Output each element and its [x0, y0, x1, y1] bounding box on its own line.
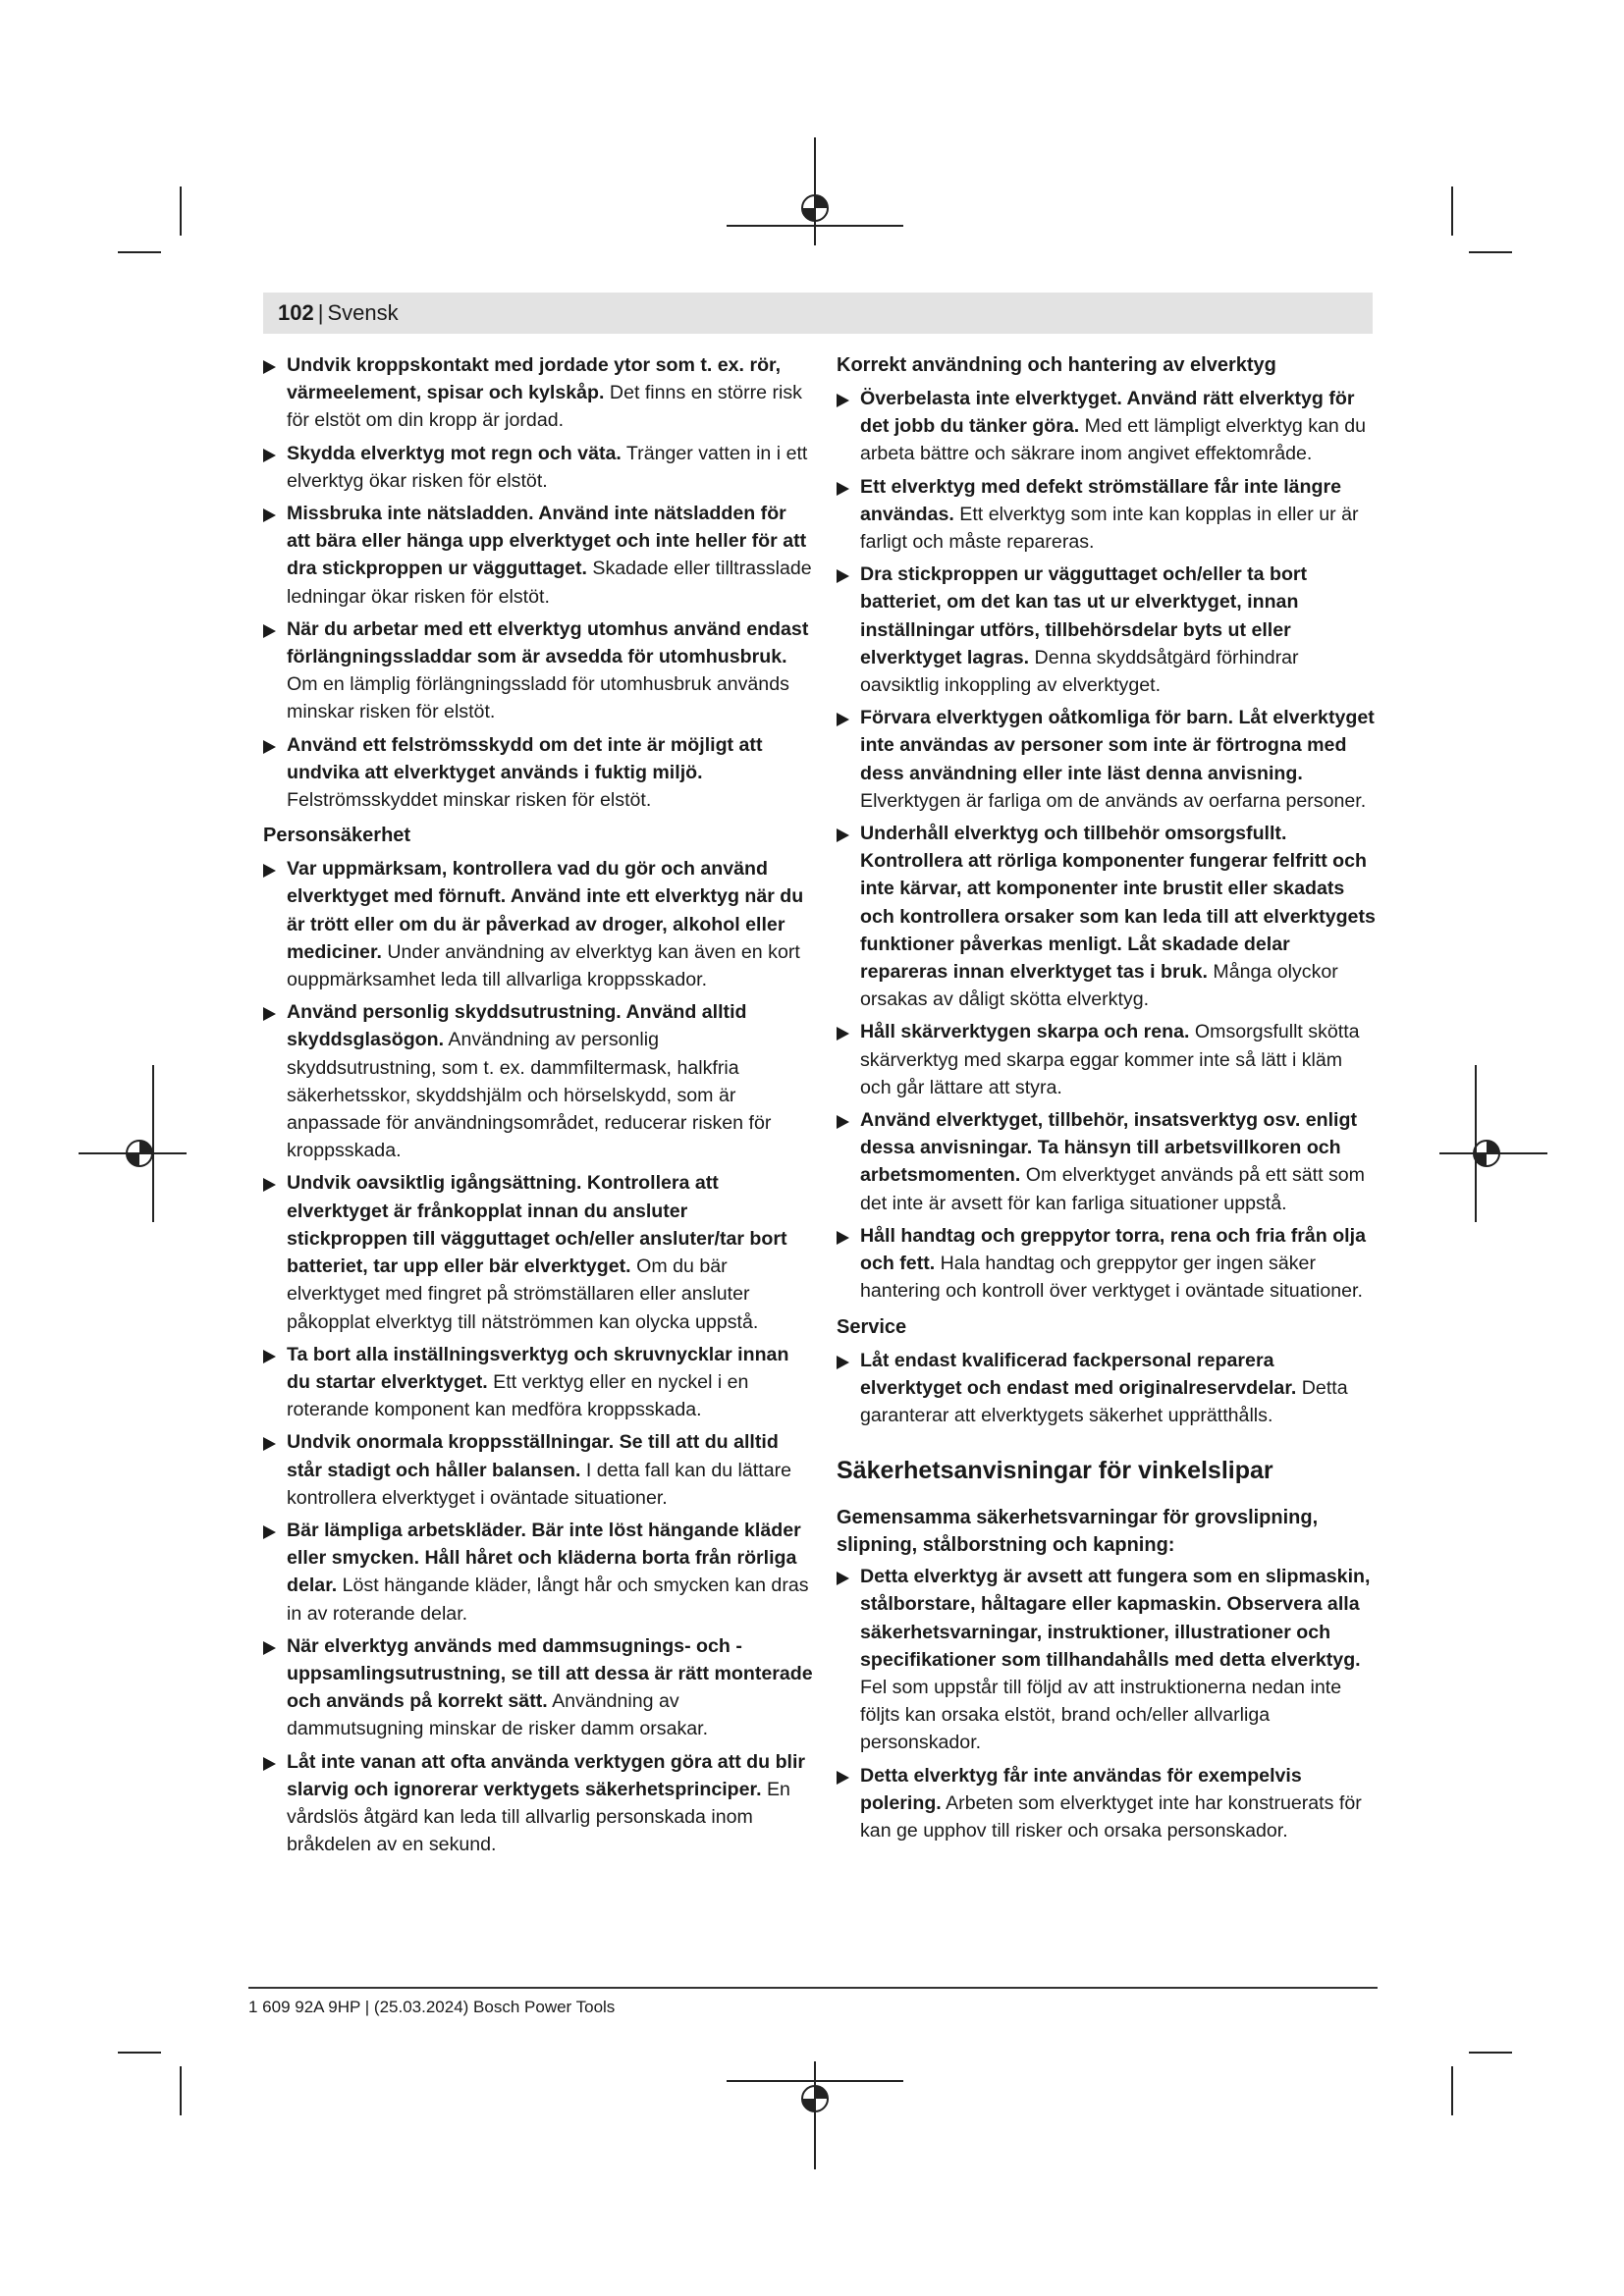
list-item-text: Under användning av elverktyg kan även en kort ouppmärksamhet leda till allvarliga kroppsskador.	[287, 940, 800, 991]
list-item-text: Ett elverktyg som inte kan kopplas in eller ur är farligt och måste repareras.	[860, 503, 1359, 554]
list-item-text: Tränger vatten in i ett elverktyg ökar risken för elstöt.	[287, 442, 808, 492]
list-item	[263, 1341, 813, 1424]
list-item-bold-text: Undvik onormala kroppsställningar. Se till att du alltid står stadigt och håller balansen.	[287, 1431, 779, 1481]
list-item-bold-text: Undvik oavsiktlig igångsättning. Kontrollera att elverktyget är frånkopplat innan du ansluter stickproppen till vägguttaget och/eller ansluter/tar bort batteriet, tar upp eller bär elverktyget.	[287, 1172, 787, 1278]
crop-mark	[180, 2066, 182, 2115]
header-language: Svensk	[327, 300, 399, 325]
list-item-text: Om du bär elverktyget med fingret på strömställaren eller ansluter påkopplat elverktyg till nätströmmen kan olycka uppstå.	[287, 1255, 759, 1333]
section-heading-tool-usage: Korrekt användning och hantering av elverktyg	[837, 354, 1276, 376]
list-item	[263, 1428, 813, 1512]
list-item-bold-text: Detta elverktyg är avsett att fungera som en slipmaskin, stålborstare, håltagare eller kapmaskin. Observera alla säkerhetsvarningar, instruktioner, illustrationer och specifikationer som tillhandahålls med detta elverktyg.	[860, 1566, 1371, 1671]
registration-mark-icon	[727, 137, 903, 245]
crop-mark	[118, 251, 161, 253]
bullet-triangle-icon	[263, 1350, 276, 1363]
subheading-common-warnings: Gemensamma säkerhetsvarningar för grovslipning, slipning, stålborstning och kapning:	[837, 1507, 1319, 1557]
list-item-text: Med ett lämpligt elverktyg kan du arbeta bättre och säkrare inom angivet effektområde.	[860, 415, 1367, 465]
bullet-triangle-icon	[837, 713, 849, 726]
list-electrical-safety	[263, 351, 813, 814]
list-item-bold-text: Ta bort alla inställningsverktyg och skruvnycklar innan du startar elverktyget.	[287, 1343, 789, 1393]
list-item-bold-text: Skydda elverktyg mot regn och väta.	[287, 442, 622, 464]
bullet-triangle-icon	[837, 394, 849, 407]
list-item-text: Om elverktyget används på ett sätt som det inte är avsett för kan farliga situationer uppstå.	[860, 1164, 1365, 1214]
list-item	[837, 1563, 1379, 1756]
list-item-bold-text: Detta elverktyg får inte användas för exempelvis polering.	[860, 1764, 1302, 1814]
list-item	[263, 855, 813, 993]
bullet-triangle-icon	[837, 1115, 849, 1129]
bullet-triangle-icon	[263, 1525, 276, 1539]
list-item	[263, 1517, 813, 1628]
bullet-triangle-icon	[837, 482, 849, 496]
list-item-text: Detta garanterar att elverktygets säkerhet upprätthålls.	[860, 1376, 1348, 1426]
list-item	[837, 1018, 1379, 1101]
bullet-triangle-icon	[263, 508, 276, 522]
list-tool-usage	[837, 385, 1379, 1306]
bullet-triangle-icon	[263, 864, 276, 878]
list-item-bold-text: Missbruka inte nätsladden. Använd inte nätsladden för att bära eller hänga upp elverktyget och inte heller för att dra stickproppen ur vägguttaget.	[287, 503, 807, 580]
list-item-bold-text: Förvara elverktygen oåtkomliga för barn. Låt elverktyget inte användas av personer som inte är förtrogna med dess användning eller inte läst denna anvisning.	[860, 707, 1375, 784]
list-item-text: Om en lämplig förlängningssladd för utomhusbruk används minskar risken för elstöt.	[287, 673, 789, 723]
bullet-triangle-icon	[263, 1757, 276, 1771]
registration-mark-icon	[79, 1099, 187, 1207]
crop-mark	[1451, 2066, 1453, 2115]
list-item-bold-text: Undvik kroppskontakt med jordade ytor som t. ex. rör, värmeelement, spisar och kylskåp.	[287, 354, 782, 404]
list-item-bold-text: Överbelasta inte elverktyget. Använd rätt elverktyg för det jobb du tänker göra.	[860, 388, 1355, 438]
bullet-triangle-icon	[263, 740, 276, 754]
list-item	[837, 1222, 1379, 1306]
right-column	[837, 351, 1379, 1849]
list-item	[837, 473, 1379, 557]
list-item-text: Löst hängande kläder, långt hår och smycken kan dras in av roterande delar.	[287, 1575, 809, 1625]
crop-mark	[118, 2052, 161, 2054]
section-heading-service: Service	[837, 1315, 907, 1338]
bullet-triangle-icon	[263, 1178, 276, 1192]
page-header-text	[278, 300, 399, 326]
bullet-triangle-icon	[837, 1231, 849, 1245]
list-item-text: Fel som uppstår till följd av att instruktionerna nedan inte följts kan orsaka elstöt, brand och/eller allvarliga personskador.	[860, 1676, 1342, 1754]
bullet-triangle-icon	[837, 828, 849, 842]
list-item-bold-text: Håll skärverktygen skarpa och rena.	[860, 1021, 1190, 1043]
page-footer: 1 609 92A 9HP | (25.03.2024) Bosch Power Tools	[248, 1998, 616, 2016]
list-item	[263, 440, 813, 495]
bullet-triangle-icon	[837, 1771, 849, 1785]
bullet-triangle-icon	[837, 569, 849, 583]
list-common-warnings	[837, 1563, 1379, 1844]
bullet-triangle-icon	[263, 449, 276, 462]
bullet-triangle-icon	[837, 1572, 849, 1585]
list-item-bold-text: Ett elverktyg med defekt strömställare får inte längre användas.	[860, 475, 1342, 525]
header-separator: |	[317, 300, 324, 325]
list-item-text: Felströmsskyddet minskar risken för elstöt.	[287, 789, 652, 812]
registration-mark-icon	[727, 2061, 903, 2169]
heading-angle-grinder-safety: Säkerhetsanvisningar för vinkelslipar	[837, 1457, 1273, 1485]
list-item-bold-text: Låt endast kvalificerad fackpersonal reparera elverktyget och endast med originalreservdelar.	[860, 1349, 1297, 1399]
list-service	[837, 1347, 1379, 1430]
list-item	[837, 1106, 1379, 1217]
list-item	[263, 731, 813, 815]
list-item-bold-text: Bär lämpliga arbetskläder. Bär inte löst hängande kläder eller smycken. Håll håret och kläderna borta från rörliga delar.	[287, 1519, 801, 1597]
list-item	[837, 385, 1379, 468]
bullet-triangle-icon	[263, 1007, 276, 1021]
list-item-bold-text: Dra stickproppen ur vägguttaget och/eller ta bort batteriet, om det kan tas ut ur elverktyget, innan inställningar utförs, tillbehörsdelar byts ut eller elverktyget lagras.	[860, 563, 1308, 668]
crop-mark	[180, 187, 182, 236]
list-item-text: En vårdslös åtgärd kan leda till allvarlig personskada inom bråkdelen av en sekund.	[287, 1778, 790, 1856]
list-item	[837, 704, 1379, 815]
list-item-text: Det finns en större risk för elstöt om din kropp är jordad.	[287, 382, 802, 432]
section-heading-personal-safety: Personsäkerhet	[263, 825, 411, 847]
bullet-triangle-icon	[837, 1356, 849, 1369]
page-number: 102	[278, 300, 314, 325]
list-item	[263, 500, 813, 611]
list-item-text: Ett verktyg eller en nyckel i en roterande komponent kan medföra kroppsskada.	[287, 1370, 749, 1421]
bullet-triangle-icon	[263, 1437, 276, 1451]
list-item-bold-text: När du arbetar med ett elverktyg utomhus använd endast förlängningssladdar som är avsedda för utomhusbruk.	[287, 617, 809, 668]
list-item	[263, 998, 813, 1164]
bullet-triangle-icon	[263, 1641, 276, 1655]
list-item-bold-text: Var uppmärksam, kontrollera vad du gör och använd elverktyget med förnuft. Använd inte ett elverktyg när du är trött eller om du är påverkad av droger, alkohol eller mediciner.	[287, 858, 804, 963]
list-item-bold-text: Håll handtag och greppytor torra, rena och fria från olja och fett.	[860, 1224, 1366, 1275]
list-item-bold-text: När elverktyg används med dammsugnings- och -uppsamlingsutrustning, se till att dessa är rätt monterade och används på korrekt sätt.	[287, 1634, 813, 1713]
list-item-bold-text: Använd elverktyget, tillbehör, insatsverktyg osv. enligt dessa anvisningar. Ta hänsyn till arbetsvillkoren och arbetsmomenten.	[860, 1109, 1357, 1187]
list-item-text: Elverktygen är farliga om de används av oerfarna personer.	[860, 789, 1367, 812]
bullet-triangle-icon	[837, 1027, 849, 1041]
list-item-bold-text: Använd personlig skyddsutrustning. Använd alltid skyddsglasögon.	[287, 1001, 747, 1051]
list-personal-safety	[263, 855, 813, 1858]
list-item-bold-text: Använd ett felströmsskydd om det inte är möjligt att undvika att elverktyget används i fuktig miljö.	[287, 733, 763, 783]
list-item	[837, 1347, 1379, 1430]
list-item-text: Omsorgsfullt skötta skärverktyg med skarpa eggar kommer inte så lätt i kläm och går lättare att styra.	[860, 1021, 1360, 1098]
bullet-triangle-icon	[263, 624, 276, 638]
list-item-text: Användning av personlig skyddsutrustning, som t. ex. dammfiltermask, halkfria säkerhetsskor, skyddshjälm och hörselskydd, som är anpassade för användningsområdet, reducerar risken för kroppsskada.	[287, 1029, 772, 1162]
crop-mark	[1469, 2052, 1512, 2054]
list-item-text: Många olyckor orsakas av dåligt skötta elverktyg.	[860, 961, 1338, 1011]
bullet-triangle-icon	[263, 360, 276, 374]
list-item-text: Skadade eller tilltrasslade ledningar ökar risken för elstöt.	[287, 558, 812, 608]
list-item	[263, 1632, 813, 1743]
list-item-bold-text: Underhåll elverktyg och tillbehör omsorgsfullt. Kontrollera att rörliga komponenter fungerar felfritt och inte kärvar, att komponenter inte brustit eller skadats och kontrollera orsaker som kan leda till att elverktygets funktioner påverkas menligt. Låt skadade delar repareras innan elverktyget tas i bruk.	[860, 823, 1376, 984]
list-item-text: I detta fall kan du lättare kontrollera elverktyget i oväntade situationer.	[287, 1459, 792, 1509]
list-item-text: Användning av dammutsugning minskar de risker damm orsakar.	[287, 1690, 709, 1740]
list-item	[837, 820, 1379, 1013]
list-item-text: Denna skyddsåtgärd förhindrar oavsiktlig inkoppling av elverktyget.	[860, 646, 1299, 697]
list-item	[263, 351, 813, 435]
list-item	[263, 1169, 813, 1335]
left-column	[263, 351, 813, 1863]
crop-mark	[1451, 187, 1453, 236]
page-header	[263, 293, 1373, 334]
list-item	[263, 1748, 813, 1859]
crop-mark	[1469, 251, 1512, 253]
footer-rule	[248, 1987, 1378, 1989]
list-item-text: Hala handtag och greppytor ger ingen säker hantering och kontroll över verktyget i oväntade situationer.	[860, 1253, 1363, 1303]
registration-mark-icon	[1439, 1099, 1547, 1207]
list-item	[837, 1762, 1379, 1845]
list-item-text: Arbeten som elverktyget inte har konstruerats för kan ge upphov till risker och orsaka personskador.	[860, 1791, 1362, 1842]
list-item	[837, 561, 1379, 699]
list-item-bold-text: Låt inte vanan att ofta använda verktygen göra att du blir slarvig och ignorerar verktygets säkerhetsprinciper.	[287, 1750, 806, 1800]
list-item	[263, 615, 813, 726]
